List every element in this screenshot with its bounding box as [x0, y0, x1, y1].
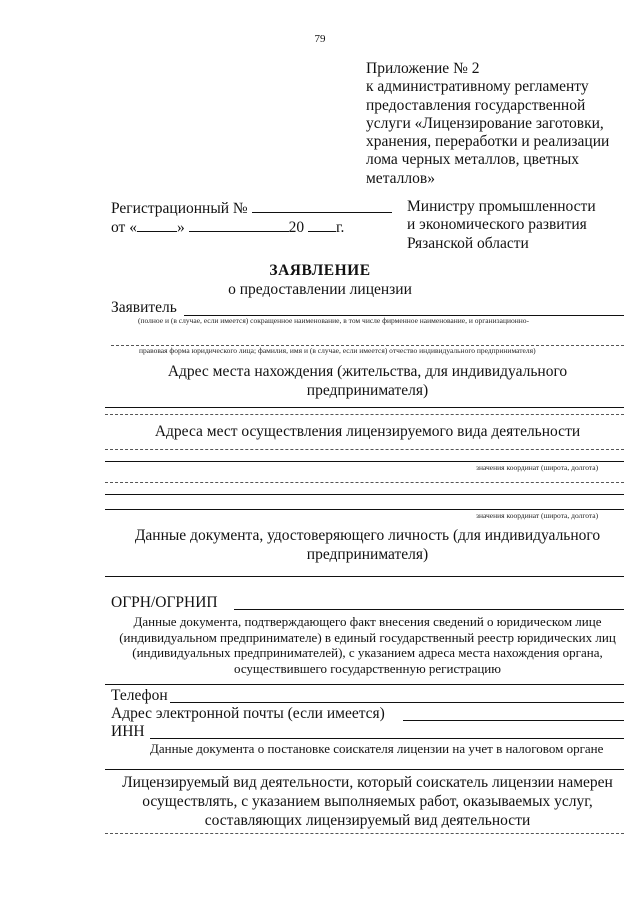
document-title: ЗАЯВЛЕНИЕ	[269, 262, 371, 279]
address-field-line-2[interactable]	[105, 414, 624, 415]
ogrn-note: Данные документа, подтверждающего факт внесения сведений о юридическом лице (индивидуальном предпринимателе) в единый государственный реестр юридических лиц (индивидуальных предпринимателей), с указанием адреса места нахождения органа, осуществившего государственную регистрацию	[119, 614, 616, 676]
document-subtitle: о предоставлении лицензии	[228, 281, 412, 298]
appendix-line: к административному регламенту	[366, 78, 589, 96]
ogrn-label: ОГРН/ОГРНИП	[111, 594, 218, 611]
appendix-line: металлов»	[366, 169, 435, 187]
inn-note: Данные документа о постановке соискателя лицензии на учет в налоговом органе	[150, 741, 604, 756]
activity-places-line-5[interactable]	[105, 509, 624, 510]
appendix-line: лома черных металлов, цветных	[366, 151, 579, 169]
phone-label: Телефон	[111, 687, 168, 704]
inn-field-line[interactable]	[150, 738, 624, 739]
identity-heading: Данные документа, удостоверяющего личность (для индивидуального предпринимателя)	[134, 527, 601, 563]
addressee-line: Рязанской области	[407, 234, 529, 252]
ogrn-field-line[interactable]	[234, 609, 624, 610]
registration-number	[111, 198, 392, 218]
registration-number-field[interactable]	[252, 198, 392, 213]
applicant-hint-1: (полное и (в случае, если имеется) сокращенное наименование, в том числе фирменное наименование, и организационно-	[138, 316, 530, 325]
email-field-line[interactable]	[403, 720, 624, 721]
phone-field-line[interactable]	[170, 702, 624, 703]
ogrn-details-line[interactable]	[105, 684, 624, 685]
activity-places-line-1[interactable]	[105, 449, 624, 450]
appendix-block	[366, 60, 609, 188]
page-number: 79	[314, 33, 326, 45]
year-prefix: 20	[288, 219, 305, 236]
coord-hint-1: значения координат (широта, долгота)	[476, 463, 599, 472]
addressee-line: Министру промышленности	[407, 198, 596, 215]
registration-number-label: Регистрационный №	[111, 200, 248, 217]
inn-details-line[interactable]	[105, 769, 624, 770]
appendix-line: Приложение № 2	[366, 60, 480, 77]
applicant-label: Заявитель	[111, 299, 177, 316]
addressee-line: и экономического развития	[407, 216, 587, 234]
date-quote: »	[176, 219, 185, 236]
email-label: Адрес электронной почты (если имеется)	[111, 705, 385, 722]
registration-date	[111, 217, 344, 237]
address-field-line[interactable]	[105, 407, 624, 408]
activity-places-heading: Адреса мест осуществления лицензируемого вида деятельности	[154, 423, 581, 440]
year-field[interactable]	[308, 217, 336, 232]
licensed-activity-heading: Лицензируемый вид деятельности, который соискатель лицензии намерен осуществлять, с указанием выполняемых работ, оказываемых услуг, составляющих лицензируемый вид деятельности	[122, 774, 613, 829]
day-field[interactable]	[137, 217, 177, 232]
appendix-line: предоставления государственной	[366, 96, 586, 114]
inn-label: ИНН	[111, 723, 145, 740]
licensed-activity-field-line[interactable]	[105, 833, 624, 834]
address-heading: Адрес места нахождения (жительства, для индивидуального предпринимателя)	[167, 363, 568, 399]
month-field[interactable]	[189, 217, 289, 232]
addressee-block	[407, 198, 596, 253]
appendix-line: услуги «Лицензирование заготовки,	[366, 114, 604, 132]
date-prefix: от «	[111, 219, 137, 236]
activity-places-line-4[interactable]	[105, 494, 624, 495]
coord-hint-2: значения координат (широта, долгота)	[476, 511, 599, 520]
activity-places-line-2[interactable]	[105, 461, 624, 462]
activity-places-line-3[interactable]	[105, 482, 624, 483]
year-suffix: г.	[335, 219, 345, 236]
appendix-line: хранения, переработки и реализации	[366, 133, 610, 151]
identity-field-line[interactable]	[105, 576, 624, 577]
applicant-hint-2: правовая форма юридического лица; фамилия, имя и (в случае, если имеется) отчество индивидуального предпринимателя)	[139, 346, 536, 355]
